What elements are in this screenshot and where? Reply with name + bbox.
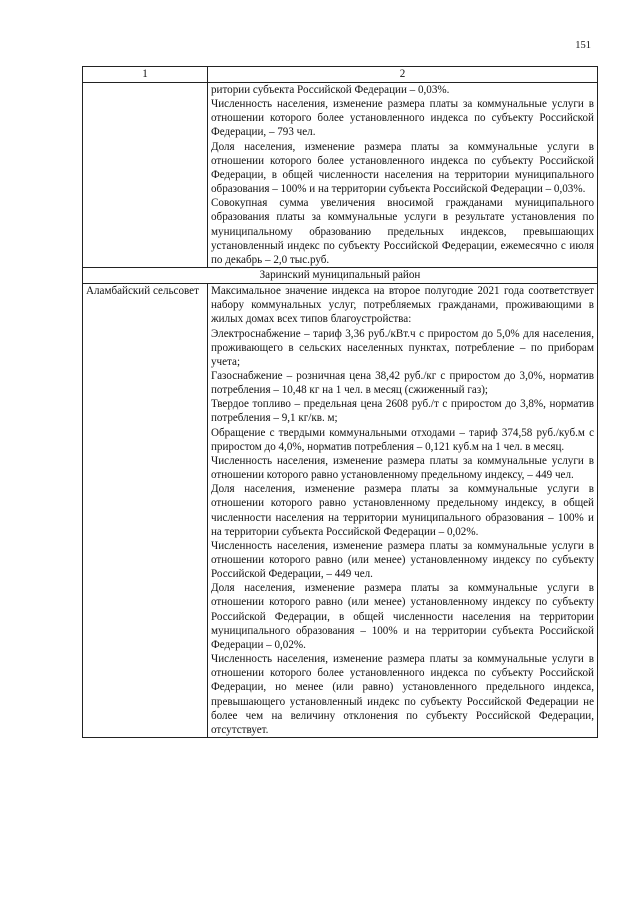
section-row (83, 268, 598, 284)
paragraph-solid-fuel: Твердое топливо – предельная цена 2608 руб./т с приростом до 3,8%, норматив потребления – 9,1 кг/кв. м; (211, 398, 594, 425)
column-header-1: 1 (83, 67, 208, 83)
section-title: Заринский муниципальный район (83, 268, 598, 284)
paragraph-continuation-share-above: Доля населения, изменение размера платы за коммунальные услуги в отношении которого более установленного индекса по субъекту Российской Федерации, в общей численности населения на территории муниципального образования – 100% и на территории субъекта Российской Федерации – 0,03%. (211, 140, 594, 196)
paragraph-continuation-population-above: Численность населения, изменение размера платы за коммунальные услуги в отношении которого более установленного индекса по субъекту Российской Федерации, – 793 чел. (211, 98, 594, 139)
details-cell-continuation (208, 83, 598, 268)
page-number: 151 (575, 40, 591, 51)
municipality-cell-continuation (83, 83, 208, 268)
paragraph-continuation-share-tail: ритории субъекта Российской Федерации – 0,03%. (211, 84, 450, 96)
municipality-name: Аламбайский сельсовет (83, 284, 208, 738)
paragraph-waste: Обращение с твердыми коммунальными отходами – тариф 374,58 руб./куб.м с приростом до 4,0%, норматив потребления – 0,121 куб.м на 1 чел. в месяц. (211, 426, 594, 453)
paragraph-max-index: Максимальное значение индекса на второе полугодие 2021 года соответствует набору коммунальных услуг, потребляемых гражданами, проживающими в жилых домах всех типов благоустройства: (211, 285, 594, 326)
paragraph-share-below-index: Доля населения, изменение размера платы за коммунальные услуги в отношении которого равно (или менее) установленному индексу по субъекту Российской Федерации, в общей численности населения на территории муниципального образования – 100% и на территории субъекта Российской Федерации – 0,02%. (211, 582, 594, 651)
details-cell (208, 284, 598, 738)
paragraph-gas: Газоснабжение – розничная цена 38,42 руб./кг с приростом до 3,0%, норматив потребления – 10,48 кг на 1 чел. в месяц (сжиженный газ); (211, 369, 594, 397)
paragraph-continuation-total-sum: Совокупная сумма увеличения вносимой гражданами муниципального образования платы за коммунальные услуги в результате установления по муниципальному образованию предельных индексов, превышающих установленный индекс по субъекту Российской Федерации, ежемесячно с июля по декабрь – 2,0 тыс.руб. (211, 197, 594, 266)
document-table (82, 66, 598, 738)
paragraph-population-equal-limit: Численность населения, изменение размера платы за коммунальные услуги в отношении которого равно установленному предельному индексу, – 449 чел. (211, 454, 594, 482)
column-header-2: 2 (208, 67, 598, 83)
paragraph-population-below-index: Численность населения, изменение размера платы за коммунальные услуги в отношении которого равно (или менее) установленному индексу по субъекту Российской Федерации, – 449 чел. (211, 539, 594, 581)
paragraph-share-equal-limit: Доля населения, изменение размера платы за коммунальные услуги в отношении которого равно установленному предельному индексу, в общей численности населения на территории муниципального образования – 100% и на территории субъекта Российской Федерации – 0,02%. (211, 483, 594, 538)
table-row-entry (83, 284, 598, 738)
paragraph-electricity: Электроснабжение – тариф 3,36 руб./кВт.ч с приростом до 5,0% для населения, проживающего в сельских населенных пунктах, потребление – по приборам учета; (211, 327, 594, 368)
table-row-continuation (83, 83, 598, 268)
table-header-row (83, 67, 598, 83)
paragraph-population-above-index: Численность населения, изменение размера платы за коммунальные услуги в отношении которого более установленного индекса по субъекту Российской Федерации, но менее (или равно) установленного предельного индекса, превышающего установленный индекс по субъекту Российской Федерации не более чем на величину отклонения по субъекту Российской Федерации, отсутствует. (211, 653, 594, 736)
